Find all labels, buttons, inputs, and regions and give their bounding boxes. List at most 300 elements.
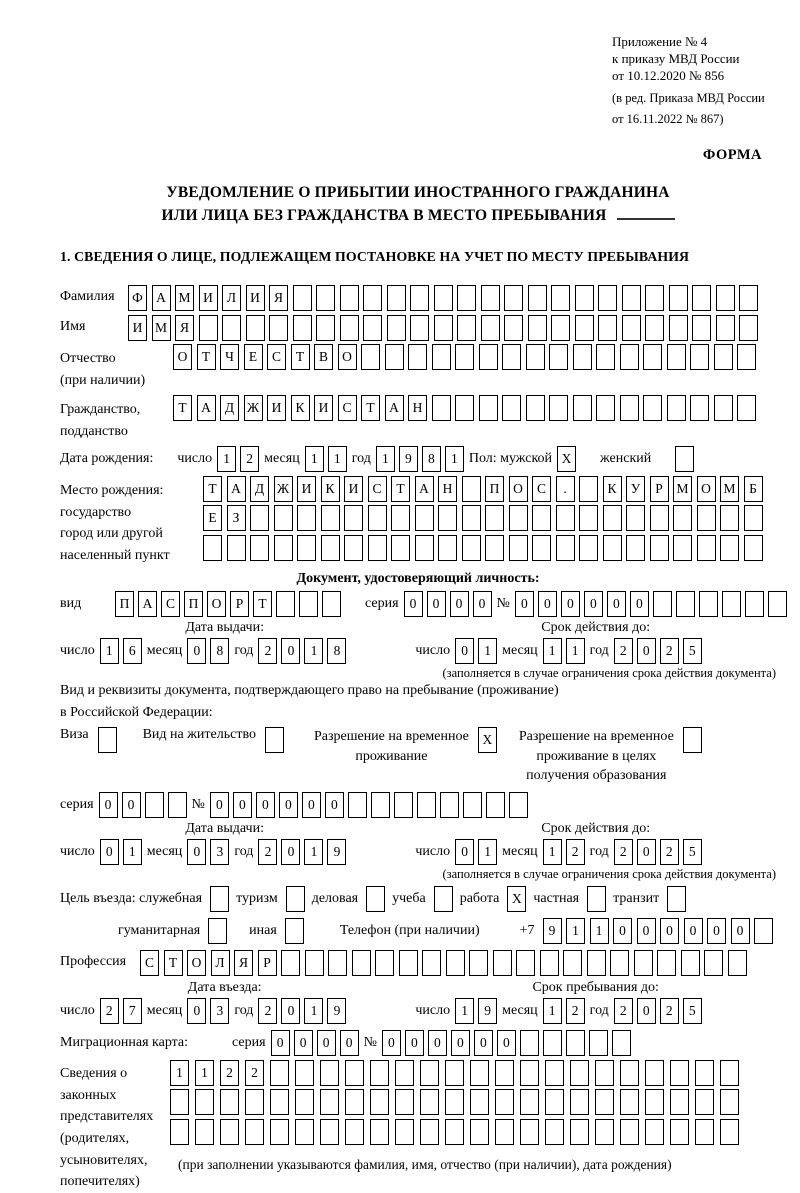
char-box[interactable]: С: [140, 950, 159, 976]
char-box[interactable]: [573, 344, 592, 370]
char-box[interactable]: Р: [258, 950, 277, 976]
char-box[interactable]: 1: [566, 918, 585, 944]
char-box[interactable]: А: [197, 395, 216, 421]
char-box[interactable]: [485, 535, 504, 561]
patronymic-input[interactable]: [173, 344, 756, 370]
char-box[interactable]: [455, 344, 474, 370]
char-box[interactable]: 5: [683, 839, 702, 865]
char-box[interactable]: С: [368, 476, 387, 502]
char-box[interactable]: [563, 950, 582, 976]
char-box[interactable]: [432, 395, 451, 421]
char-box[interactable]: [203, 535, 222, 561]
given-name-input[interactable]: [128, 315, 758, 341]
stay-month-input[interactable]: [543, 998, 585, 1024]
char-box[interactable]: [626, 535, 645, 561]
char-box[interactable]: [610, 950, 629, 976]
doc-issue-month-input[interactable]: [187, 638, 229, 664]
char-box[interactable]: [596, 344, 615, 370]
char-box[interactable]: [551, 285, 570, 311]
char-box[interactable]: Д: [250, 476, 269, 502]
char-box[interactable]: 1: [543, 998, 562, 1024]
char-box[interactable]: 1: [304, 998, 323, 1024]
char-box[interactable]: [462, 535, 481, 561]
char-box[interactable]: П: [485, 476, 504, 502]
char-box[interactable]: 0: [187, 638, 206, 664]
char-box[interactable]: 9: [399, 446, 418, 472]
char-box[interactable]: [387, 285, 406, 311]
char-box[interactable]: [410, 315, 429, 341]
char-box[interactable]: [669, 285, 688, 311]
char-box[interactable]: [297, 535, 316, 561]
char-box[interactable]: 1: [590, 918, 609, 944]
char-box[interactable]: [246, 315, 265, 341]
char-box[interactable]: 0: [281, 998, 300, 1024]
birth-day-input[interactable]: [217, 446, 259, 472]
char-box[interactable]: [670, 1060, 689, 1086]
char-box[interactable]: Т: [361, 395, 380, 421]
char-box[interactable]: [739, 285, 758, 311]
char-box[interactable]: [321, 505, 340, 531]
stay-year-input[interactable]: [614, 998, 702, 1024]
char-box[interactable]: [509, 505, 528, 531]
char-box[interactable]: [520, 1119, 539, 1145]
char-box[interactable]: [549, 395, 568, 421]
char-box[interactable]: [620, 1089, 639, 1115]
char-box[interactable]: [690, 395, 709, 421]
char-box[interactable]: Т: [253, 591, 272, 617]
migration-number-input[interactable]: [382, 1030, 631, 1056]
char-box[interactable]: [570, 1119, 589, 1145]
char-box[interactable]: Т: [197, 344, 216, 370]
char-box[interactable]: [722, 591, 741, 617]
char-box[interactable]: 0: [660, 918, 679, 944]
birthplace-input-line1[interactable]: [203, 476, 763, 502]
char-box[interactable]: 0: [731, 918, 750, 944]
char-box[interactable]: [387, 315, 406, 341]
char-box[interactable]: 0: [607, 591, 626, 617]
char-box[interactable]: 1: [566, 638, 585, 664]
char-box[interactable]: Ж: [274, 476, 293, 502]
char-box[interactable]: [479, 395, 498, 421]
char-box[interactable]: [485, 505, 504, 531]
char-box[interactable]: [361, 344, 380, 370]
char-box[interactable]: 1: [170, 1060, 189, 1086]
char-box[interactable]: [344, 535, 363, 561]
char-box[interactable]: [457, 285, 476, 311]
char-box[interactable]: [645, 1060, 664, 1086]
char-box[interactable]: 0: [256, 792, 275, 818]
char-box[interactable]: [195, 1089, 214, 1115]
char-box[interactable]: [395, 1119, 414, 1145]
char-box[interactable]: [768, 591, 787, 617]
char-box[interactable]: 1: [328, 446, 347, 472]
char-box[interactable]: 2: [566, 998, 585, 1024]
char-box[interactable]: 8: [210, 638, 229, 664]
char-box[interactable]: 1: [305, 446, 324, 472]
char-box[interactable]: 0: [684, 918, 703, 944]
char-box[interactable]: [340, 315, 359, 341]
char-box[interactable]: [714, 395, 733, 421]
residence-expiry-year-input[interactable]: [614, 839, 702, 865]
doc-issue-day-input[interactable]: [100, 638, 142, 664]
char-box[interactable]: 1: [100, 638, 119, 664]
char-box[interactable]: [720, 1119, 739, 1145]
char-box[interactable]: [579, 505, 598, 531]
char-box[interactable]: [462, 476, 481, 502]
char-box[interactable]: [744, 505, 763, 531]
char-box[interactable]: [622, 315, 641, 341]
char-box[interactable]: [620, 1060, 639, 1086]
char-box[interactable]: [690, 344, 709, 370]
char-box[interactable]: [495, 1089, 514, 1115]
char-box[interactable]: [695, 1060, 714, 1086]
char-box[interactable]: 0: [515, 591, 534, 617]
doc-expiry-month-input[interactable]: [543, 638, 585, 664]
char-box[interactable]: 0: [271, 1030, 290, 1056]
char-box[interactable]: [716, 315, 735, 341]
char-box[interactable]: [509, 535, 528, 561]
char-box[interactable]: [481, 285, 500, 311]
char-box[interactable]: Р: [650, 476, 669, 502]
residence-series-input[interactable]: [99, 792, 187, 818]
doc-type-input[interactable]: [115, 591, 341, 617]
char-box[interactable]: [220, 1119, 239, 1145]
migration-series-input[interactable]: [271, 1030, 359, 1056]
char-box[interactable]: 0: [455, 638, 474, 664]
char-box[interactable]: [470, 1119, 489, 1145]
char-box[interactable]: И: [199, 285, 218, 311]
char-box[interactable]: [528, 315, 547, 341]
char-box[interactable]: [645, 1089, 664, 1115]
char-box[interactable]: [697, 535, 716, 561]
entry-year-input[interactable]: [258, 998, 346, 1024]
char-box[interactable]: П: [115, 591, 134, 617]
char-box[interactable]: М: [673, 476, 692, 502]
guardians-input-line3[interactable]: [170, 1119, 739, 1145]
char-box[interactable]: [728, 950, 747, 976]
char-box[interactable]: [457, 315, 476, 341]
sex-female-checkbox[interactable]: [675, 446, 694, 472]
char-box[interactable]: [650, 535, 669, 561]
char-box[interactable]: [526, 395, 545, 421]
char-box[interactable]: [445, 1119, 464, 1145]
char-box[interactable]: [375, 950, 394, 976]
char-box[interactable]: [368, 535, 387, 561]
char-box[interactable]: [455, 395, 474, 421]
char-box[interactable]: 0: [405, 1030, 424, 1056]
char-box[interactable]: [620, 344, 639, 370]
birthplace-input-line2[interactable]: [203, 505, 763, 531]
char-box[interactable]: 0: [637, 638, 656, 664]
char-box[interactable]: [420, 1089, 439, 1115]
char-box[interactable]: 0: [340, 1030, 359, 1056]
char-box[interactable]: 2: [240, 446, 259, 472]
char-box[interactable]: 0: [281, 638, 300, 664]
char-box[interactable]: [479, 344, 498, 370]
char-box[interactable]: [368, 505, 387, 531]
char-box[interactable]: [415, 535, 434, 561]
residence-issue-year-input[interactable]: [258, 839, 346, 865]
char-box[interactable]: [667, 344, 686, 370]
purpose-official-checkbox[interactable]: [210, 886, 229, 912]
char-box[interactable]: [532, 535, 551, 561]
doc-number-input[interactable]: [515, 591, 787, 617]
char-box[interactable]: [320, 1119, 339, 1145]
char-box[interactable]: Д: [220, 395, 239, 421]
char-box[interactable]: 1: [543, 638, 562, 664]
char-box[interactable]: 2: [614, 638, 633, 664]
char-box[interactable]: [495, 1119, 514, 1145]
char-box[interactable]: [579, 476, 598, 502]
char-box[interactable]: 0: [281, 839, 300, 865]
char-box[interactable]: Т: [203, 476, 222, 502]
residence-issue-month-input[interactable]: [187, 839, 229, 865]
temp-residence-checkbox[interactable]: X: [478, 727, 497, 753]
char-box[interactable]: [438, 535, 457, 561]
char-box[interactable]: [532, 505, 551, 531]
char-box[interactable]: [370, 1089, 389, 1115]
char-box[interactable]: 3: [210, 839, 229, 865]
char-box[interactable]: [692, 285, 711, 311]
char-box[interactable]: [370, 1060, 389, 1086]
char-box[interactable]: [281, 950, 300, 976]
char-box[interactable]: 0: [382, 1030, 401, 1056]
char-box[interactable]: [295, 1119, 314, 1145]
char-box[interactable]: Я: [175, 315, 194, 341]
purpose-business-checkbox[interactable]: [366, 886, 385, 912]
char-box[interactable]: Р: [230, 591, 249, 617]
char-box[interactable]: И: [344, 476, 363, 502]
char-box[interactable]: [321, 535, 340, 561]
char-box[interactable]: [716, 285, 735, 311]
char-box[interactable]: А: [415, 476, 434, 502]
char-box[interactable]: Е: [203, 505, 222, 531]
char-box[interactable]: [470, 1060, 489, 1086]
char-box[interactable]: [345, 1060, 364, 1086]
char-box[interactable]: [575, 315, 594, 341]
doc-expiry-year-input[interactable]: [614, 638, 702, 664]
char-box[interactable]: [293, 285, 312, 311]
char-box[interactable]: [168, 792, 187, 818]
char-box[interactable]: 0: [317, 1030, 336, 1056]
purpose-humanitarian-checkbox[interactable]: [208, 918, 227, 944]
char-box[interactable]: [720, 535, 739, 561]
char-box[interactable]: [603, 505, 622, 531]
char-box[interactable]: 2: [245, 1060, 264, 1086]
char-box[interactable]: 1: [455, 998, 474, 1024]
char-box[interactable]: М: [720, 476, 739, 502]
char-box[interactable]: И: [246, 285, 265, 311]
entry-day-input[interactable]: [100, 998, 142, 1024]
char-box[interactable]: 2: [614, 998, 633, 1024]
char-box[interactable]: Н: [408, 395, 427, 421]
char-box[interactable]: [589, 1030, 608, 1056]
char-box[interactable]: 0: [561, 591, 580, 617]
char-box[interactable]: 2: [660, 638, 679, 664]
char-box[interactable]: [714, 344, 733, 370]
char-box[interactable]: [270, 1060, 289, 1086]
char-box[interactable]: Т: [291, 344, 310, 370]
char-box[interactable]: [509, 792, 528, 818]
char-box[interactable]: [595, 1119, 614, 1145]
char-box[interactable]: 0: [707, 918, 726, 944]
char-box[interactable]: Ф: [128, 285, 147, 311]
char-box[interactable]: [371, 792, 390, 818]
char-box[interactable]: С: [532, 476, 551, 502]
char-box[interactable]: [391, 535, 410, 561]
char-box[interactable]: 0: [455, 839, 474, 865]
char-box[interactable]: [520, 1060, 539, 1086]
char-box[interactable]: [754, 918, 773, 944]
char-box[interactable]: [739, 315, 758, 341]
char-box[interactable]: [245, 1089, 264, 1115]
char-box[interactable]: И: [297, 476, 316, 502]
surname-input[interactable]: [128, 285, 758, 311]
char-box[interactable]: 2: [660, 839, 679, 865]
char-box[interactable]: [417, 792, 436, 818]
char-box[interactable]: Е: [244, 344, 263, 370]
char-box[interactable]: О: [207, 591, 226, 617]
char-box[interactable]: [199, 315, 218, 341]
char-box[interactable]: [620, 395, 639, 421]
residence-number-input[interactable]: [210, 792, 528, 818]
purpose-work-checkbox[interactable]: X: [507, 886, 526, 912]
char-box[interactable]: [673, 505, 692, 531]
char-box[interactable]: 0: [100, 839, 119, 865]
char-box[interactable]: А: [385, 395, 404, 421]
char-box[interactable]: 5: [683, 998, 702, 1024]
char-box[interactable]: И: [267, 395, 286, 421]
residence-issue-day-input[interactable]: [100, 839, 142, 865]
char-box[interactable]: 0: [187, 839, 206, 865]
entry-month-input[interactable]: [187, 998, 229, 1024]
char-box[interactable]: [737, 344, 756, 370]
char-box[interactable]: [657, 950, 676, 976]
char-box[interactable]: 0: [637, 839, 656, 865]
char-box[interactable]: [220, 1089, 239, 1115]
char-box[interactable]: [520, 1089, 539, 1115]
char-box[interactable]: [305, 950, 324, 976]
char-box[interactable]: [596, 395, 615, 421]
char-box[interactable]: 1: [445, 446, 464, 472]
char-box[interactable]: [363, 285, 382, 311]
char-box[interactable]: 0: [428, 1030, 447, 1056]
char-box[interactable]: [579, 535, 598, 561]
char-box[interactable]: А: [227, 476, 246, 502]
char-box[interactable]: [445, 1060, 464, 1086]
char-box[interactable]: 1: [195, 1060, 214, 1086]
char-box[interactable]: П: [184, 591, 203, 617]
stay-day-input[interactable]: [455, 998, 497, 1024]
char-box[interactable]: [352, 950, 371, 976]
char-box[interactable]: [440, 792, 459, 818]
char-box[interactable]: [445, 1089, 464, 1115]
doc-expiry-day-input[interactable]: [455, 638, 497, 664]
char-box[interactable]: [745, 591, 764, 617]
char-box[interactable]: [549, 344, 568, 370]
char-box[interactable]: [516, 950, 535, 976]
char-box[interactable]: 0: [630, 591, 649, 617]
char-box[interactable]: [438, 505, 457, 531]
char-box[interactable]: 0: [233, 792, 252, 818]
char-box[interactable]: [493, 950, 512, 976]
char-box[interactable]: 0: [474, 1030, 493, 1056]
char-box[interactable]: [250, 505, 269, 531]
residence-expiry-day-input[interactable]: [455, 839, 497, 865]
char-box[interactable]: [316, 315, 335, 341]
char-box[interactable]: [681, 950, 700, 976]
char-box[interactable]: О: [187, 950, 206, 976]
char-box[interactable]: О: [173, 344, 192, 370]
char-box[interactable]: [399, 950, 418, 976]
char-box[interactable]: [676, 591, 695, 617]
char-box[interactable]: [269, 315, 288, 341]
char-box[interactable]: 2: [566, 839, 585, 865]
char-box[interactable]: [744, 535, 763, 561]
char-box[interactable]: Н: [438, 476, 457, 502]
char-box[interactable]: [385, 344, 404, 370]
char-box[interactable]: [575, 285, 594, 311]
char-box[interactable]: [434, 315, 453, 341]
char-box[interactable]: 2: [258, 998, 277, 1024]
char-box[interactable]: [345, 1089, 364, 1115]
char-box[interactable]: [410, 285, 429, 311]
residence-permit-checkbox[interactable]: [265, 727, 284, 753]
char-box[interactable]: 0: [451, 1030, 470, 1056]
char-box[interactable]: 1: [304, 638, 323, 664]
char-box[interactable]: 0: [294, 1030, 313, 1056]
char-box[interactable]: [446, 950, 465, 976]
char-box[interactable]: [643, 344, 662, 370]
char-box[interactable]: [344, 505, 363, 531]
char-box[interactable]: [566, 1030, 585, 1056]
char-box[interactable]: [222, 315, 241, 341]
char-box[interactable]: [274, 505, 293, 531]
char-box[interactable]: 1: [217, 446, 236, 472]
char-box[interactable]: [545, 1119, 564, 1145]
char-box[interactable]: [502, 395, 521, 421]
char-box[interactable]: [669, 315, 688, 341]
guardians-input-line1[interactable]: [170, 1060, 739, 1086]
char-box[interactable]: [245, 1119, 264, 1145]
char-box[interactable]: 1: [478, 638, 497, 664]
char-box[interactable]: [645, 1119, 664, 1145]
char-box[interactable]: [570, 1060, 589, 1086]
phone-input[interactable]: [543, 918, 774, 944]
char-box[interactable]: М: [175, 285, 194, 311]
char-box[interactable]: [391, 505, 410, 531]
char-box[interactable]: [551, 315, 570, 341]
char-box[interactable]: [276, 591, 295, 617]
char-box[interactable]: [595, 1089, 614, 1115]
char-box[interactable]: [345, 1119, 364, 1145]
char-box[interactable]: К: [321, 476, 340, 502]
char-box[interactable]: [598, 285, 617, 311]
char-box[interactable]: [250, 535, 269, 561]
char-box[interactable]: .: [556, 476, 575, 502]
char-box[interactable]: [520, 1030, 539, 1056]
char-box[interactable]: Т: [391, 476, 410, 502]
char-box[interactable]: О: [338, 344, 357, 370]
char-box[interactable]: Л: [211, 950, 230, 976]
char-box[interactable]: [293, 315, 312, 341]
purpose-transit-checkbox[interactable]: [667, 886, 686, 912]
char-box[interactable]: 2: [258, 638, 277, 664]
char-box[interactable]: [697, 505, 716, 531]
char-box[interactable]: [653, 591, 672, 617]
char-box[interactable]: [634, 950, 653, 976]
residence-expiry-month-input[interactable]: [543, 839, 585, 865]
